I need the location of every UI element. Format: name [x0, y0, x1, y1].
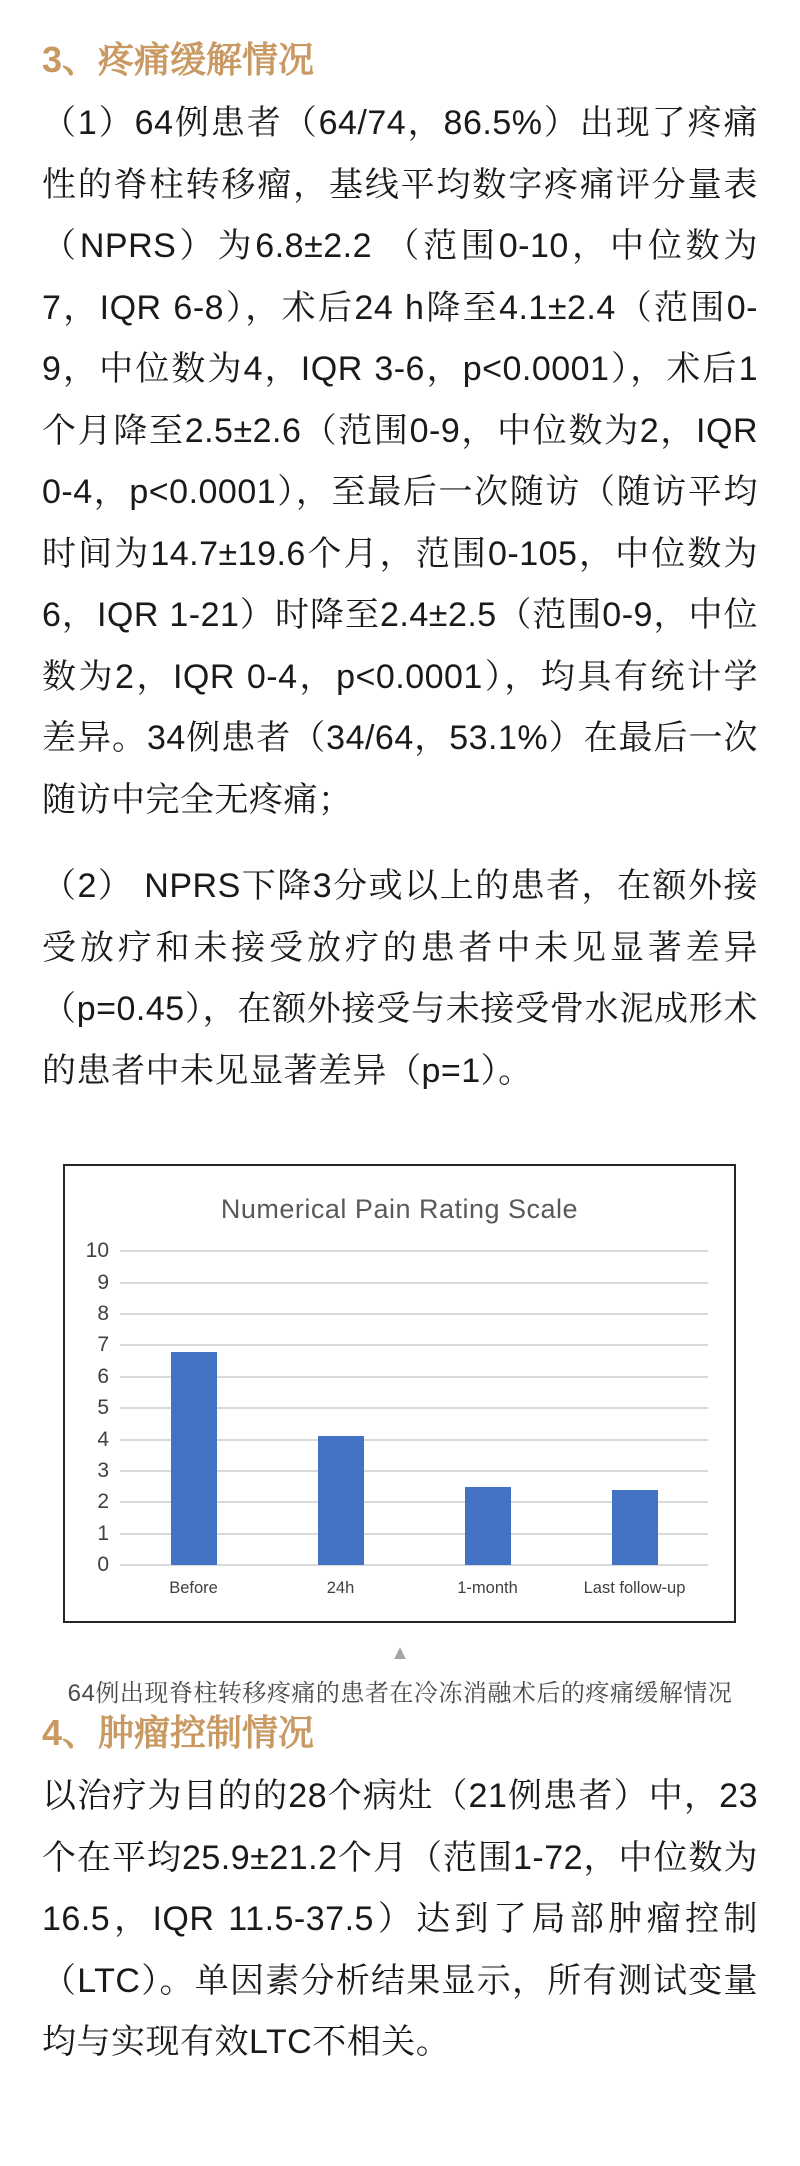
bar-Last follow-up: [612, 1490, 658, 1565]
y-axis-tick-label: 2: [97, 1490, 109, 1514]
y-axis-tick-label: 6: [97, 1364, 109, 1388]
x-axis-tick-label: Before: [169, 1579, 218, 1598]
pain-relief-paragraph-2: （2） NPRS下降3分或以上的患者，在额外接受放疗和未接受放疗的患者中未见显著差异（p=0.45），在额外接受与未接受骨水泥成形术的患者中未见显著差异（p=1）。: [42, 867, 758, 1090]
gridline: [120, 1344, 708, 1346]
gridline: [120, 1313, 708, 1315]
section-4-heading: 4、肿瘤控制情况: [42, 1712, 315, 1754]
x-axis-tick-label: 1-month: [457, 1579, 518, 1598]
chart-title: Numerical Pain Rating Scale: [220, 1194, 579, 1225]
section-3-heading: 3、疼痛缓解情况: [42, 39, 315, 80]
chart-plot-area: [120, 1251, 708, 1565]
chart-frame: [63, 1164, 736, 1623]
collapse-triangle-icon: ▲: [390, 1642, 410, 1665]
y-axis-tick-label: 3: [97, 1458, 109, 1482]
nprs-bar-chart-figure: [63, 1164, 758, 1623]
bar-1-month: [465, 1487, 511, 1566]
y-axis-tick-label: 9: [97, 1270, 109, 1294]
y-axis-tick-label: 5: [97, 1396, 109, 1420]
y-axis-tick-label: 4: [97, 1427, 109, 1451]
y-axis-tick-label: 0: [97, 1553, 109, 1577]
gridline: [120, 1250, 708, 1252]
pain-relief-paragraph-1: （1）64例患者（64/74，86.5%）出现了疼痛性的脊柱转移瘤，基线平均数字疼痛评分量表（NPRS）为6.8±2.2 （范围0-10，中位数为7，IQR 6-8），术后24 h降至4.1±2.4（范围0-9，中位数为4，IQR 3-6，p<0.0001），术后1个月降至2.5±2.6（范围0-9，中位数为2，IQR 0-4，p<0.0001），至最后一次随访（随访平均时间为14.7±19.6个月，范围0-105，中位数为6，IQR 1-21）时降至2.4±2.5（范围0-9，中位数为2，IQR 0-4，p<0.0001），均具有统计学差异。34例患者（34/64，53.1%）在最后一次随访中完全无疼痛；: [42, 104, 758, 819]
y-axis-tick-label: 8: [97, 1301, 109, 1325]
y-axis-tick-label: 7: [97, 1333, 109, 1357]
bar-24h: [318, 1436, 364, 1565]
x-axis-tick-label: 24h: [326, 1579, 355, 1598]
figure-caption: 64例出现脊柱转移疼痛的患者在冷冻消融术后的疼痛缓解情况: [67, 1680, 733, 1708]
bar-Before: [171, 1352, 217, 1566]
x-axis-tick-label: Last follow-up: [583, 1579, 686, 1598]
gridline: [120, 1282, 708, 1284]
y-axis-tick-label: 1: [97, 1521, 109, 1545]
y-axis-tick-label: 10: [85, 1239, 109, 1263]
tumor-control-paragraph-1: 以治疗为目的的28个病灶（21例患者）中，23个在平均25.9±21.2个月（范围1-72，中位数为16.5，IQR 11.5-37.5）达到了局部肿瘤控制（LTC）。单因素分析结果显示，所有测试变量均与实现有效LTC不相关。: [42, 1777, 758, 2062]
